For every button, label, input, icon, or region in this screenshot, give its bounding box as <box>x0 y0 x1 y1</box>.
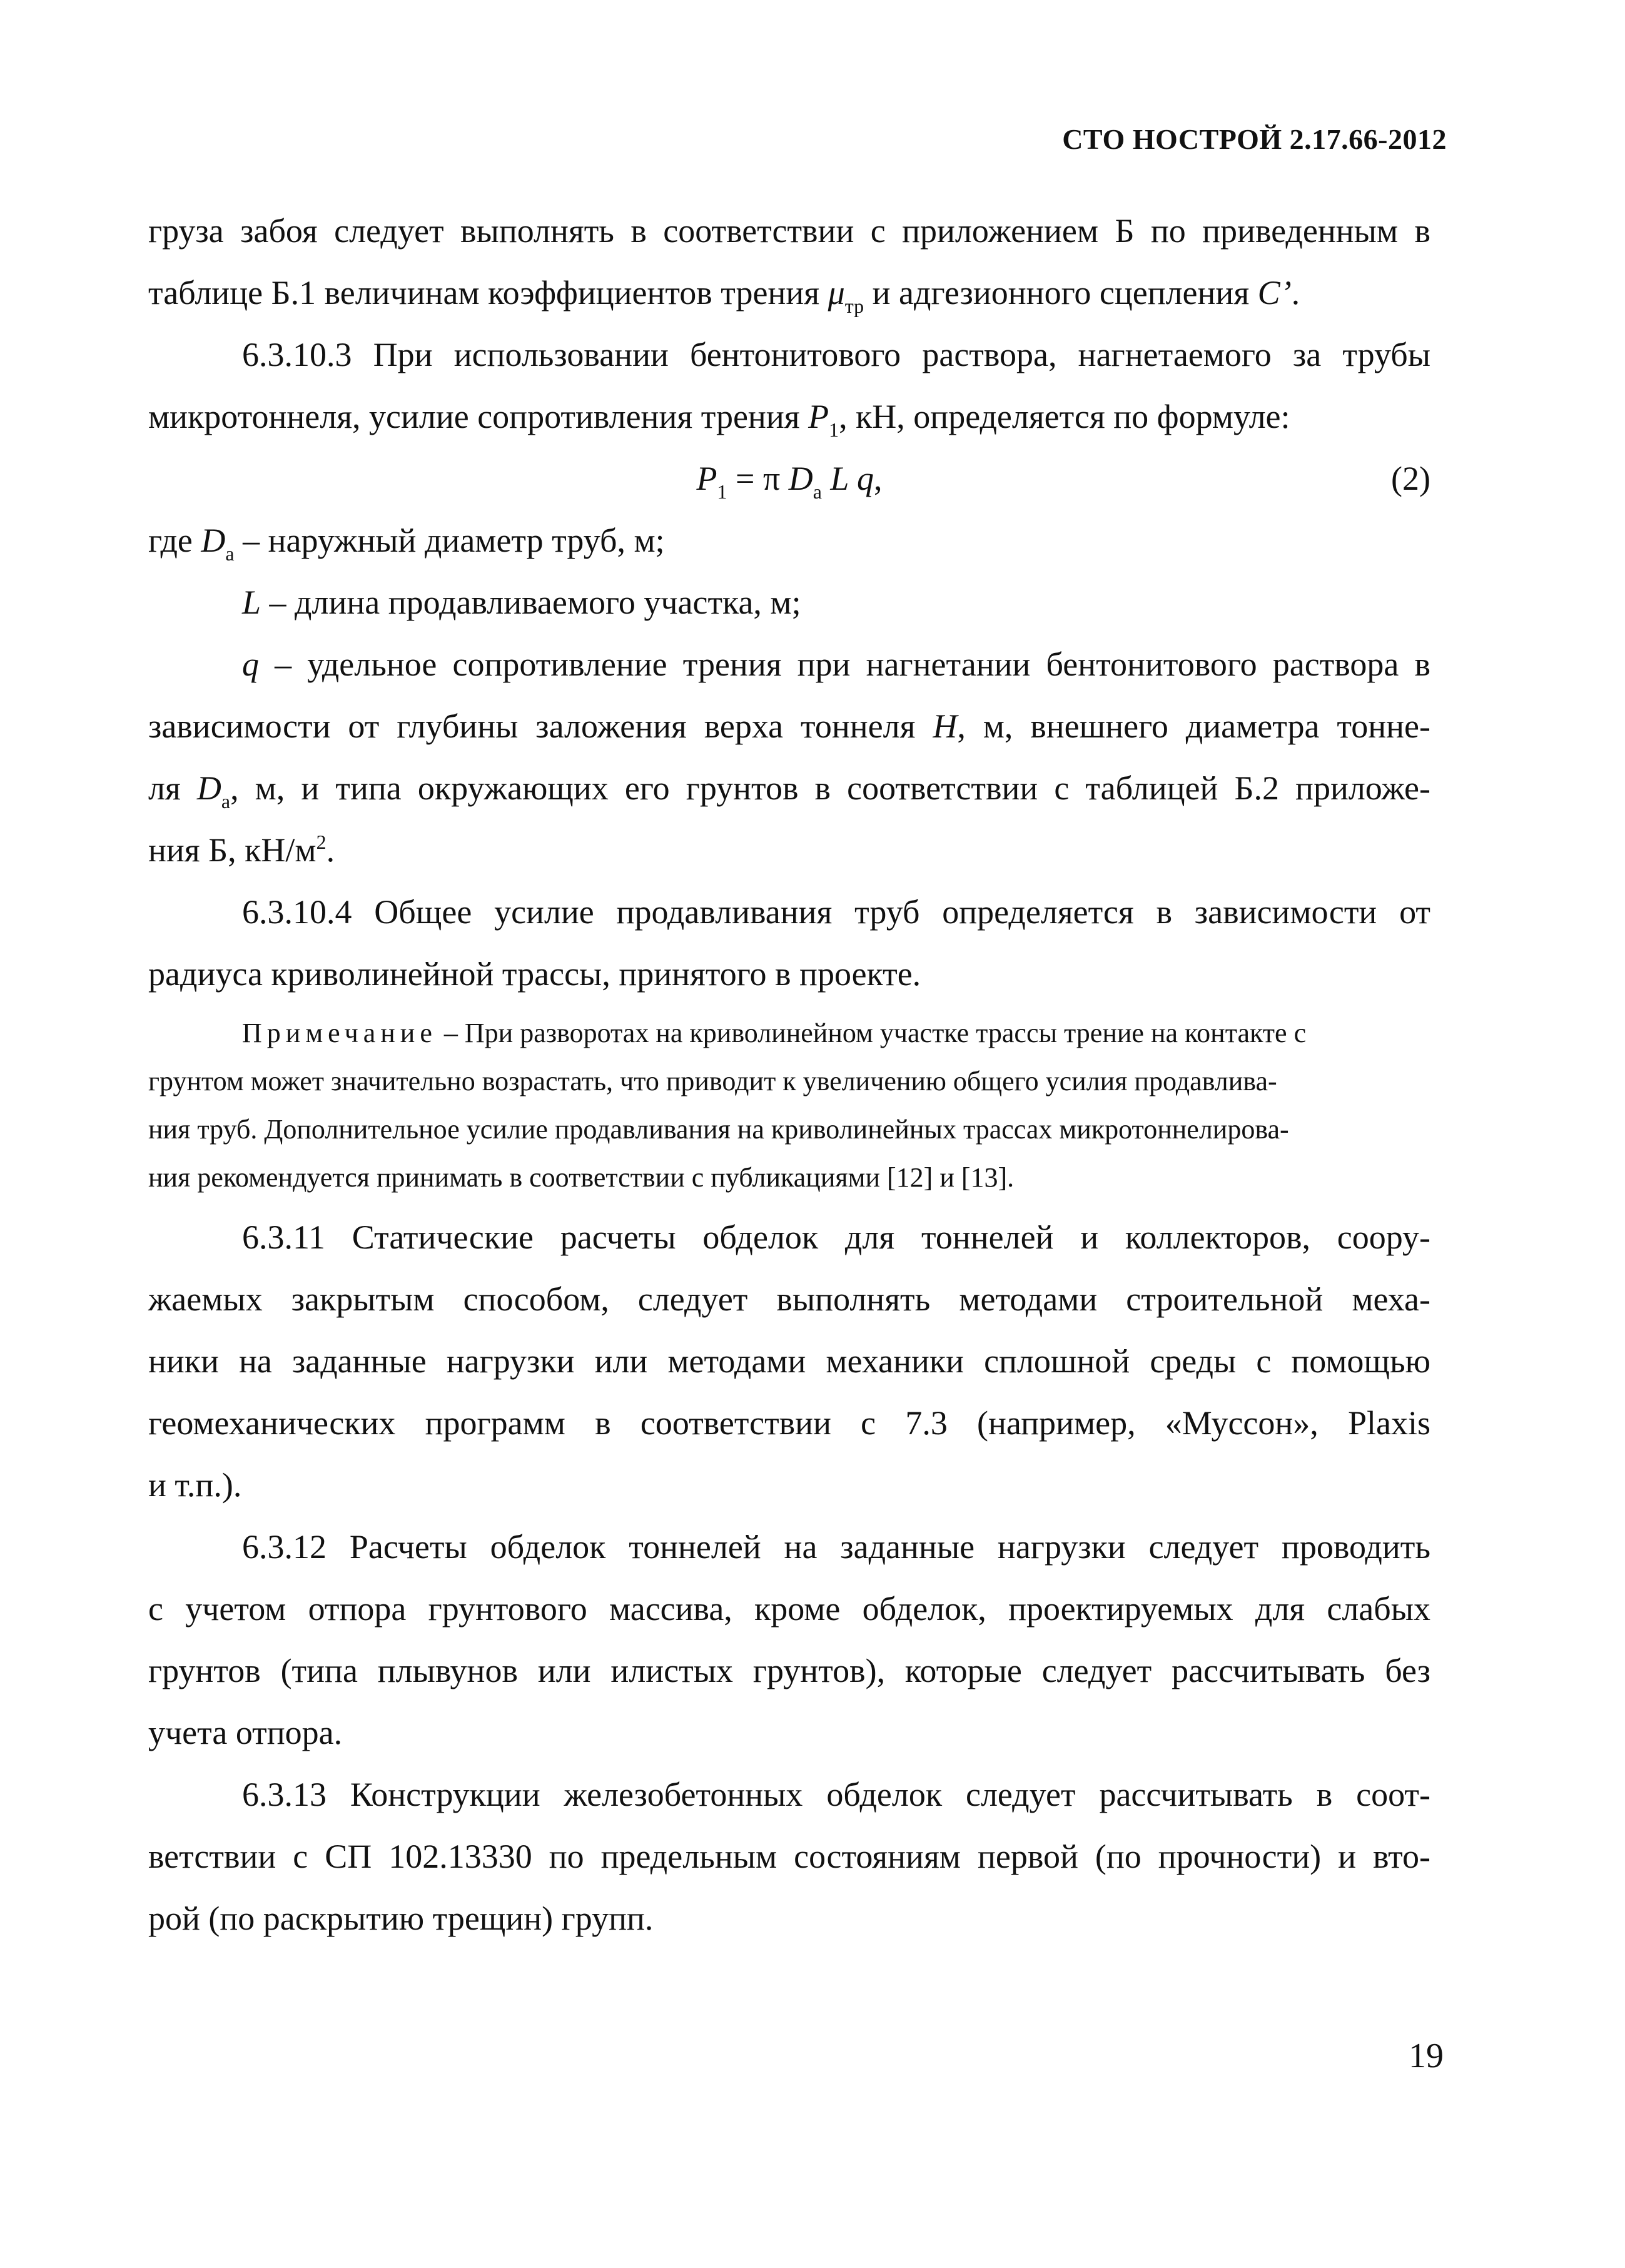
note-line <box>148 1153 1430 1202</box>
text-span: и адгезионного сцепления <box>864 274 1258 311</box>
formula-operator: = π <box>727 460 789 497</box>
text-span: – наружный диаметр труб, м; <box>234 522 665 559</box>
subscript: 1 <box>717 480 727 503</box>
document-header: СТО НОСТРОЙ 2.17.66-2012 <box>1062 123 1447 155</box>
text-span: 6.3.10.3 При использовании бентонитового раствора, нагнетаемого за трубы <box>242 336 1430 373</box>
text-line <box>148 943 1430 1005</box>
text-line: грунтов (типа плывунов или илистых грунтов), которые следует рассчитывать без <box>148 1652 1430 1689</box>
text-span: – длина продавливаемого участка, м; <box>261 584 801 621</box>
text-span: где <box>148 522 201 559</box>
subscript: 1 <box>829 418 839 441</box>
note-line <box>148 1057 1430 1105</box>
text-line: рой (по раскрытию трещин) групп. <box>148 1900 654 1937</box>
definition-line <box>148 757 1430 819</box>
formula-definitions <box>148 510 1430 881</box>
text-line: ники на заданные нагрузки или методами механики сплошной среды с помощью <box>148 1342 1430 1380</box>
text-line <box>148 386 1430 448</box>
text-line: 6.3.12 Расчеты обделок тоннелей на заданные нагрузки следует проводить <box>242 1528 1430 1566</box>
symbol-p: P <box>808 398 829 435</box>
text-span: – При разворотах на криволинейном участке трассы трение на контакте с <box>437 1018 1307 1048</box>
paragraph-6-3-13 <box>148 1764 1430 1950</box>
text-span: ля <box>148 769 197 807</box>
paragraph-6-3-10-4 <box>148 881 1430 1005</box>
definition-line <box>242 572 1430 634</box>
note-line <box>148 1009 1430 1057</box>
text-line <box>148 262 1430 324</box>
subscript: тр <box>844 295 864 317</box>
symbol-q: q <box>848 460 874 497</box>
symbol-d: D <box>788 460 813 497</box>
text-line <box>148 881 1430 943</box>
page-number: 19 <box>1409 2037 1444 2075</box>
symbol-q: q <box>242 645 259 683</box>
paragraph-6-3-10-3 <box>148 324 1430 448</box>
text-span: , м, и типа окружающих его грунтов в соответствии с таблицей Б.2 приложе- <box>230 769 1430 807</box>
text-span: . <box>326 831 335 869</box>
symbol-l: L <box>821 460 849 497</box>
text-span: ния труб. Дополнительное усилие продавливания на криволинейных трассах микротоннелирова- <box>148 1114 1289 1145</box>
subscript: a <box>221 790 231 813</box>
symbol-p: P <box>696 460 717 497</box>
text-span: зависимости от глубины заложения верха тоннеля <box>148 707 933 745</box>
text-line: жаемых закрытым способом, следует выполнять методами строительной меха- <box>148 1280 1430 1318</box>
text-line <box>148 200 1430 262</box>
text-line: 6.3.13 Конструкции железобетонных обделок следует рассчитывать в соот- <box>242 1776 1430 1813</box>
text-line: 6.3.11 Статические расчеты обделок для тоннелей и коллекторов, соору- <box>242 1218 1430 1256</box>
paragraph-continuation <box>148 200 1430 324</box>
paragraph-6-3-11 <box>148 1207 1430 1516</box>
formula-tail: , <box>873 460 883 497</box>
symbol-d: D <box>196 769 221 807</box>
text-span: ния Б, кН/м <box>148 831 316 869</box>
symbol-l: L <box>242 584 261 621</box>
formula-row <box>148 448 1430 510</box>
symbol-h: H <box>933 707 958 745</box>
note-line <box>148 1105 1430 1153</box>
text-span: груза забоя следует выполнять в соответствии с приложением Б по приведенным в <box>148 212 1430 250</box>
document-body <box>148 200 1430 1950</box>
text-span: ния рекомендуется принимать в соответствии с публикациями [12] и [13]. <box>148 1162 1015 1193</box>
text-line: учета отпора. <box>148 1714 343 1751</box>
text-span: , м, внешнего диаметра тонне- <box>957 707 1430 745</box>
subscript: a <box>225 542 235 565</box>
text-line: и т.п.). <box>148 1466 242 1504</box>
text-span: . <box>1291 274 1300 311</box>
formula <box>148 448 1430 510</box>
text-line: геомеханических программ в соответствии с 7.3 (например, «Муссон», Plaxis <box>148 1404 1430 1442</box>
formula-number: (2) <box>1391 460 1430 497</box>
text-line <box>148 324 1430 386</box>
definition-line <box>148 510 1430 572</box>
symbol-mu: μ <box>828 274 845 311</box>
text-line: ветствии с СП 102.13330 по предельным состояниям первой (по прочности) и вто- <box>148 1838 1430 1875</box>
definition-line <box>148 634 1430 696</box>
definition-line <box>148 696 1430 757</box>
symbol-d: D <box>201 522 226 559</box>
text-span: микротоннеля, усилие сопротивления трения <box>148 398 809 435</box>
text-span: , кН, определяется по формуле: <box>839 398 1290 435</box>
note-block <box>148 1009 1430 1202</box>
note-label: Примечание <box>242 1018 437 1048</box>
paragraph-6-3-12 <box>148 1516 1430 1764</box>
text-span: радиуса криволинейной трассы, принятого в проекте. <box>148 955 921 993</box>
subscript: a <box>812 480 822 503</box>
text-span: таблице Б.1 величинам коэффициентов трения <box>148 274 828 311</box>
text-span: – удельное сопротивление трения при нагнетании бентонитового раствора в <box>259 645 1430 683</box>
text-line: с учетом отпора грунтового массива, кроме обделок, проектируемых для слабых <box>148 1590 1430 1628</box>
superscript: 2 <box>316 831 327 853</box>
text-span: грунтом может значительно возрастать, что приводит к увеличению общего усилия продавлива- <box>148 1066 1277 1096</box>
text-span: 6.3.10.4 Общее усилие продавливания труб определяется в зависимости от <box>242 893 1430 931</box>
definition-line <box>148 819 1430 881</box>
symbol-c: C’ <box>1257 274 1292 311</box>
